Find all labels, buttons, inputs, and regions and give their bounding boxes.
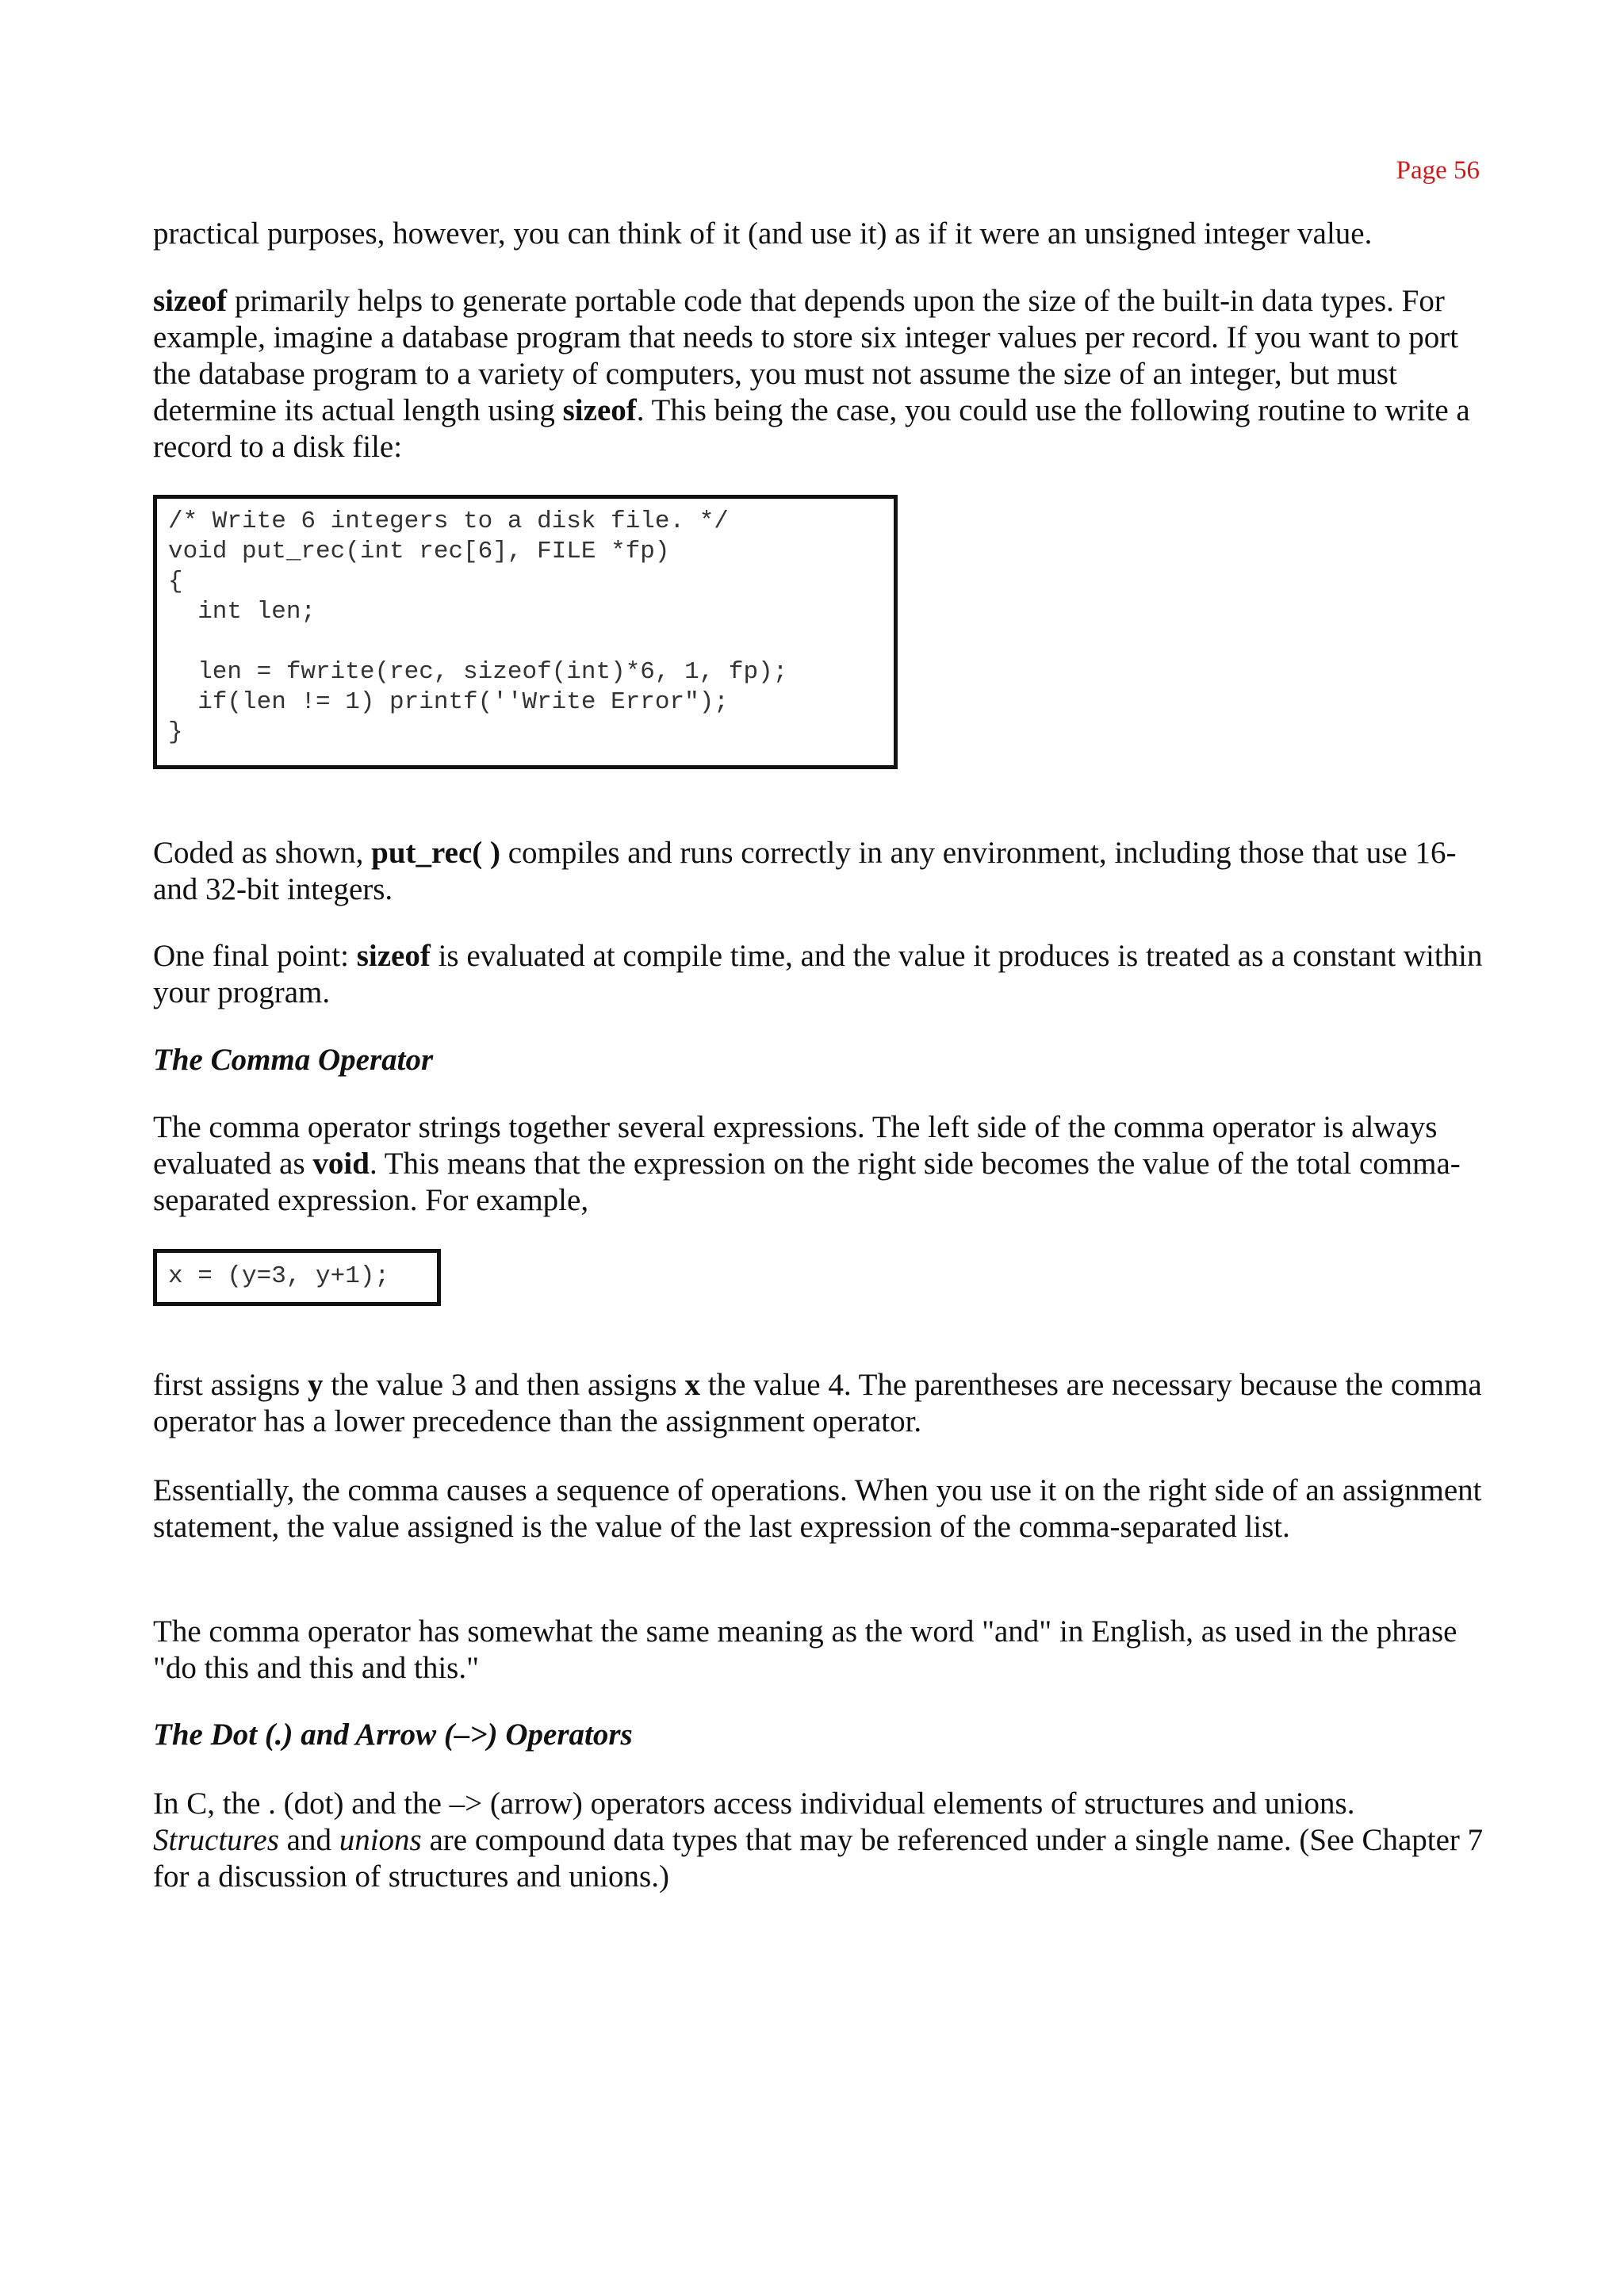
code-block-put-rec: /* Write 6 integers to a disk file. */ void put_rec(int rec[6], FILE *fp) { int len; len = fwrite(rec, sizeof(int)*6, 1, fp); if(len != 1) printf(''Write Error"); } [153,495,898,769]
variable-y: y [308,1368,324,1402]
paragraph-dot-arrow: In C, the . (dot) and the –> (arrow) operators access individual elements of structures and unions. Structures and unions are compound data types that may be referenced under a single name. (See Chapter 7 for a discussion of structures and unions.) [153,1787,1484,1894]
term-structures: Structures [153,1823,279,1857]
page-number: Page 56 [1396,156,1480,185]
keyword-sizeof: sizeof [153,284,228,318]
paragraph-sizeof-portable: sizeof primarily helps to generate portable code that depends upon the size of the built-in data types. For example, imagine a database program that needs to store six integer values per record. If you want to port the database program to a variety of computers, you must not assume the size of an integer, but must determine its actual length using sizeof. This being the case, you could use the following routine to write a record to a disk file: [153,284,1470,464]
paragraph-unsigned-integer: practical purposes, however, you can think of it (and use it) as if it were an unsigned integer value. [153,216,1373,251]
keyword-sizeof: sizeof [562,393,637,427]
paragraph-coded-as-shown: Coded as shown, put_rec( ) compiles and runs correctly in any environment, including those that use 16- and 32-bit integers. [153,836,1457,906]
term-unions: unions [339,1823,422,1857]
keyword-sizeof: sizeof [356,939,431,973]
variable-x: x [684,1368,700,1402]
paragraph-comma-operator: The comma operator strings together several expressions. The left side of the comma operator is always evaluated as void. This means that the expression on the right side becomes the value of the total comma-separated expression. For example, [153,1110,1461,1217]
paragraph-compile-time: One final point: sizeof is evaluated at compile time, and the value it produces is treated as a constant within your program. [153,939,1483,1009]
heading-comma-operator: The Comma Operator [153,1043,434,1077]
heading-dot-arrow-operators: The Dot (.) and Arrow (–>) Operators [153,1718,633,1752]
paragraph-assigns-values: first assigns y the value 3 and then assigns x the value 4. The parentheses are necessary because the comma operator has a lower precedence than the assignment operator. [153,1368,1482,1438]
paragraph-sequence-of-operations: Essentially, the comma causes a sequence of operations. When you use it on the right side of an assignment statement, the value assigned is the value of the last expression of the comma-separated list. [153,1473,1482,1544]
function-name-put-rec: put_rec( ) [371,836,500,870]
code-block-comma-example: x = (y=3, y+1); [153,1249,441,1306]
keyword-void: void [312,1147,370,1181]
paragraph-comma-meaning: The comma operator has somewhat the same meaning as the word "and" in English, as used in the phrase "do this and this and this." [153,1614,1457,1685]
